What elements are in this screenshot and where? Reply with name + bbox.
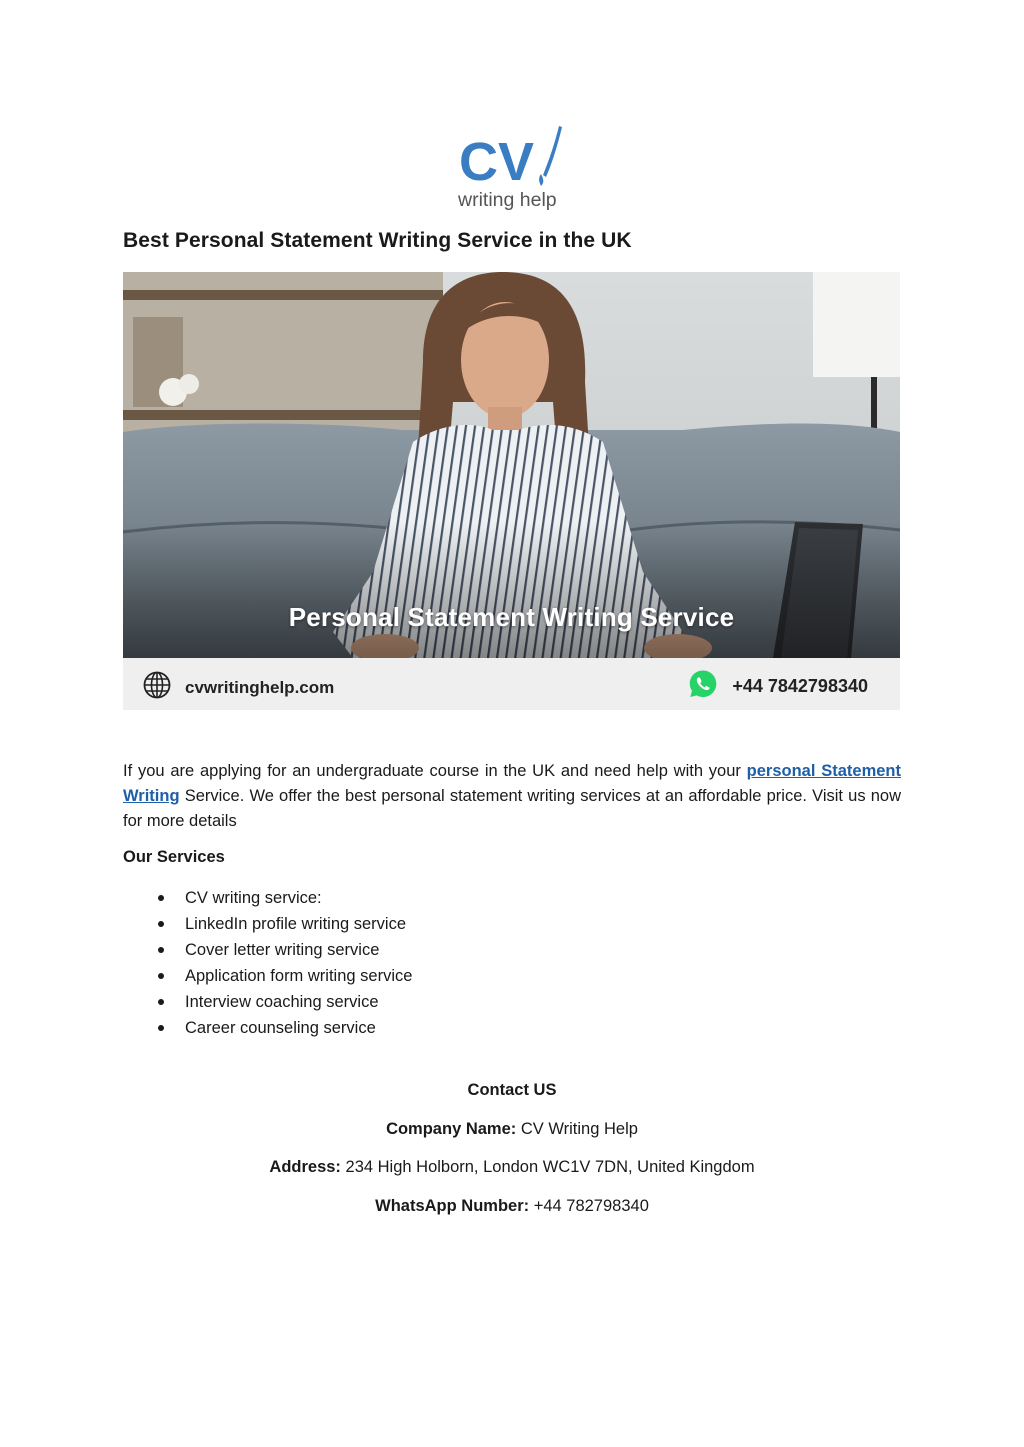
- bullet-icon: [158, 973, 164, 979]
- services-heading: Our Services: [123, 848, 225, 866]
- service-label: Career counseling service: [185, 1019, 376, 1037]
- service-label: Interview coaching service: [185, 993, 379, 1011]
- intro-text-before: If you are applying for an undergraduate course in the UK and need help with your: [123, 762, 747, 780]
- globe-icon: [143, 671, 171, 704]
- phone-badge: [688, 669, 868, 704]
- bullet-icon: [158, 947, 164, 953]
- bullet-icon: [158, 921, 164, 927]
- phone-text: +44 7842798340: [732, 676, 868, 696]
- company-name-line: [0, 1120, 1024, 1139]
- service-item: [123, 963, 412, 989]
- address-line: [0, 1158, 1024, 1177]
- service-item: [123, 885, 412, 911]
- hero-photo: [123, 272, 900, 658]
- whatsapp-value: +44 782798340: [529, 1197, 649, 1215]
- whatsapp-line: [0, 1197, 1024, 1216]
- whatsapp-label: WhatsApp Number:: [375, 1197, 530, 1215]
- page-title: Best Personal Statement Writing Service in the UK: [123, 229, 632, 252]
- personal-statement-link[interactable]: personal Statement Writing: [123, 762, 901, 805]
- service-item: [123, 911, 412, 937]
- service-label: LinkedIn profile writing service: [185, 915, 407, 933]
- logo-tagline: writing help: [458, 189, 557, 211]
- services-list: [123, 885, 412, 1041]
- website-badge: [143, 671, 334, 704]
- intro-paragraph: [123, 759, 901, 834]
- contact-heading-text: Contact US: [467, 1081, 557, 1099]
- company-name-value: CV Writing Help: [516, 1120, 638, 1138]
- whatsapp-icon: [688, 669, 718, 704]
- service-item: [123, 937, 412, 963]
- hero-caption: Personal Statement Writing Service: [288, 602, 735, 632]
- hero-banner-image: [123, 272, 900, 710]
- company-name-label: Company Name:: [386, 1120, 517, 1138]
- website-text: cvwritinghelp.com: [185, 677, 335, 697]
- bullet-icon: [158, 1025, 164, 1031]
- bullet-icon: [158, 999, 164, 1005]
- hero-contact-bar: [123, 658, 900, 710]
- service-item: [123, 1015, 412, 1041]
- contact-heading: [0, 1081, 1024, 1100]
- service-label: Application form writing service: [185, 967, 413, 985]
- company-logo: [455, 120, 571, 215]
- service-label: CV writing service:: [185, 889, 322, 907]
- service-label: Cover letter writing service: [185, 941, 380, 959]
- service-item: [123, 989, 412, 1015]
- logo-letters: CV: [459, 132, 535, 192]
- bullet-icon: [158, 895, 164, 901]
- intro-text-after: Service. We offer the best personal statement writing services at an affordable price. Visit us now for more details: [123, 787, 901, 830]
- address-value: 234 High Holborn, London WC1V 7DN, United Kingdom: [340, 1158, 755, 1176]
- address-label: Address:: [269, 1158, 341, 1176]
